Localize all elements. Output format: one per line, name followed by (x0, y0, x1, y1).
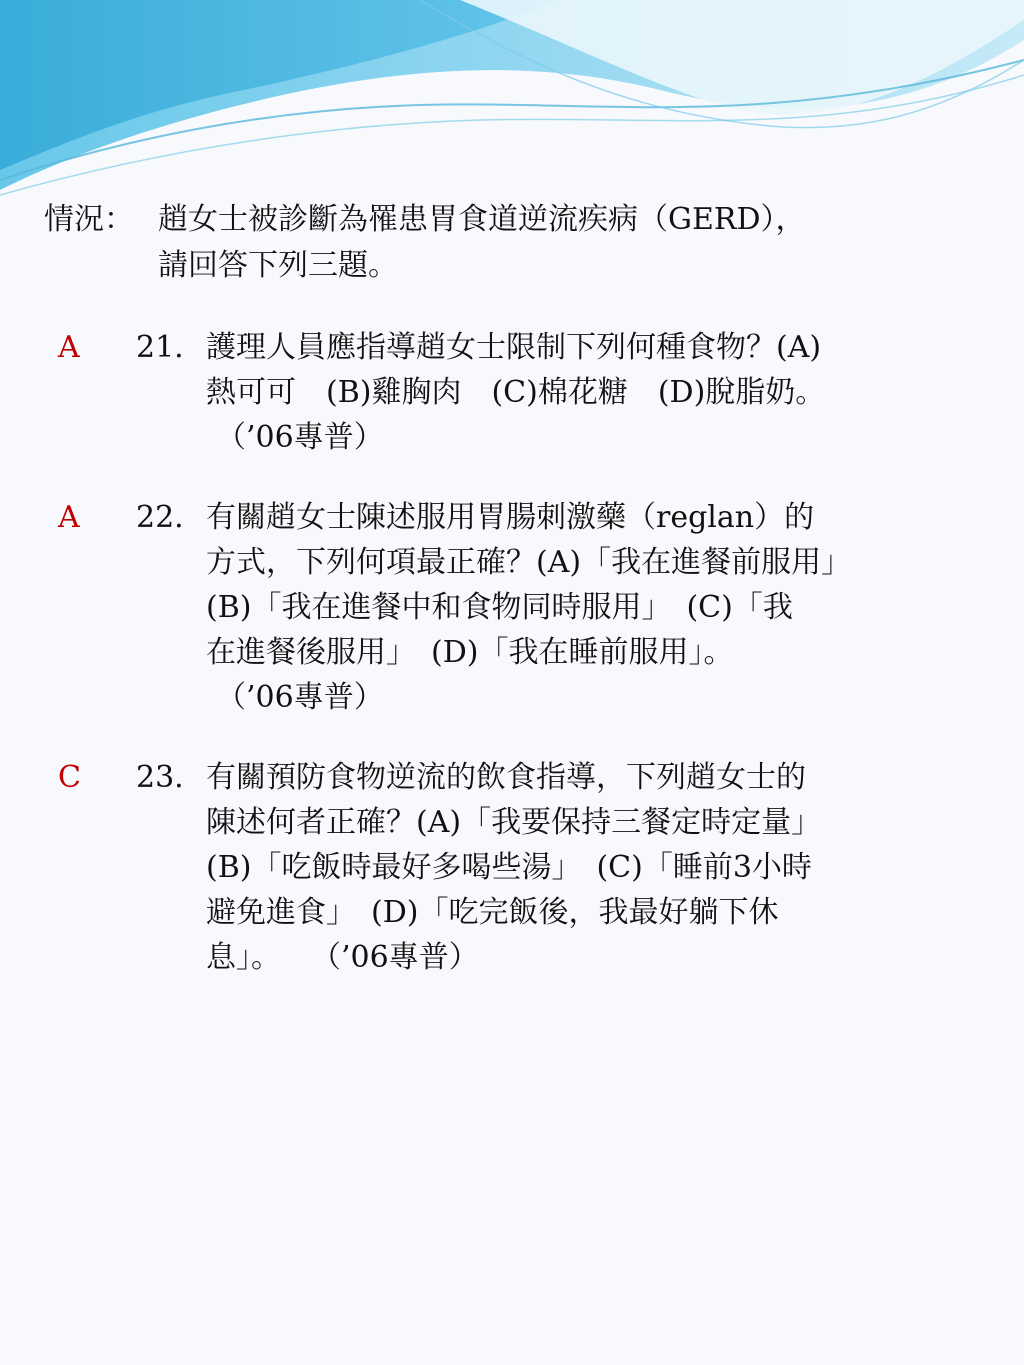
question-text-line: 有關預防食物逆流的飲食指導，下列趙女士的 (206, 760, 806, 795)
scenario-label: 情況： (44, 202, 134, 237)
answer-key: C (58, 760, 81, 795)
scenario-text-line-2: 請回答下列三題。 (158, 248, 398, 283)
question-text-line: 息」。 （’06專普） (206, 940, 479, 975)
question-text-line: 陳述何者正確？(A)「我要保持三餐定時定量」 (206, 805, 822, 840)
question-text-line: 避免進食」 (D)「吃完飯後，我最好躺下休 (206, 895, 779, 930)
question-number: 23. (136, 760, 184, 795)
question-text-line: 有關趙女士陳述服用胃腸刺激藥（reglan）的 (206, 500, 815, 535)
question-text-line: (B)「我在進餐中和食物同時服用」 (C)「我 (206, 590, 793, 625)
scenario-text-line-1: 趙女士被診斷為罹患胃食道逆流疾病（GERD）， (158, 202, 806, 237)
question-number: 21. (136, 330, 184, 365)
question-number: 22. (136, 500, 184, 535)
question-text-line: 方式，下列何項最正確？(A)「我在進餐前服用」 (206, 545, 852, 580)
question-text-line: 在進餐後服用」 (D)「我在睡前服用」。 (206, 635, 734, 670)
question-source: （’06專普） (216, 680, 384, 715)
answer-key: A (58, 500, 80, 535)
question-text-line: 熱可可 (B)雞胸肉 (C)棉花糖 (D)脫脂奶。 (206, 375, 826, 410)
question-text-line: 護理人員應指導趙女士限制下列何種食物？(A) (206, 330, 822, 365)
answer-key: A (58, 330, 80, 365)
question-text-line: (B)「吃飯時最好多喝些湯」 (C)「睡前3小時 (206, 850, 812, 885)
question-source: （’06專普） (216, 420, 384, 455)
